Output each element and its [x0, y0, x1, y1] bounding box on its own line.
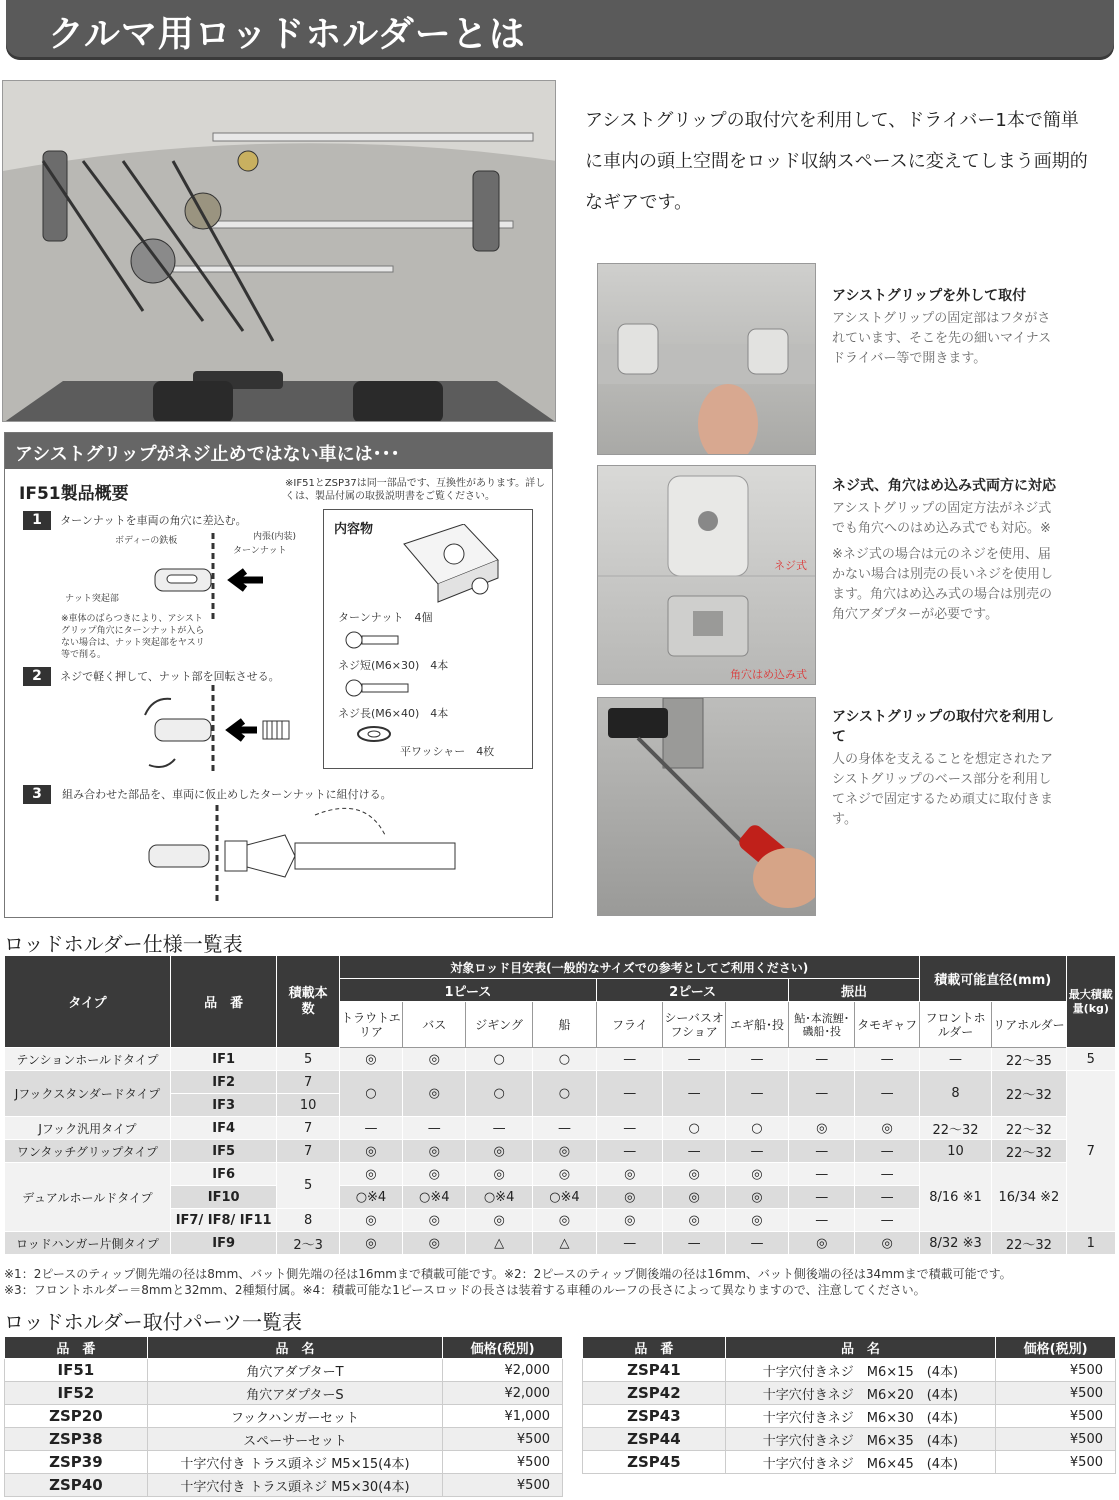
parts-row: IF51 角穴アダプターT ¥2,000	[5, 1359, 563, 1382]
content-item-3: ネジ長(M6×40) 4本	[338, 707, 449, 720]
spec-col-ayu: 鮎･本流鯉･磯船･投	[789, 1002, 855, 1048]
spec-row-if7: IF7/ IF8/ IF11 8 ◎ ◎ ◎ ◎ ◎ ◎ ◎ — —	[5, 1209, 1116, 1232]
spec-head-max: 最大積載量(kg)	[1066, 956, 1115, 1048]
spec-col-seabass: シーバスオフショア	[663, 1002, 725, 1048]
feature-3-body: 人の身体を支えることを想定されたアシストグリップのベース部分を利用してネジで固定するため頑丈に取付きます。	[832, 752, 1054, 827]
spec-head-furidashi: 振出	[789, 979, 920, 1002]
step-3-diagram	[135, 805, 465, 905]
step-3	[23, 783, 392, 804]
spec-col-front: フロントホルダー	[919, 1002, 991, 1048]
label-body-plate: ボディーの鉄板	[115, 536, 178, 546]
step-2	[23, 665, 280, 686]
feature-1	[832, 285, 1062, 369]
parts-title: ロッドホルダー取付パーツ一覧表	[4, 1310, 302, 1334]
spec-head-count: 積載本数	[277, 956, 339, 1048]
feature-1-body: アシストグリップの固定部はフタがされています、そこを先の細いマイナスドライバー等で開きます。	[832, 311, 1052, 366]
page-title: クルマ用ロッドホルダーとは	[48, 14, 526, 55]
feature-2-title: ネジ式、角穴はめ込み式両方に対応	[832, 478, 1056, 494]
step-3-text: 組み合わせた部品を、車両に仮止めしたターンナットに組付ける。	[62, 788, 392, 801]
feature-photo-remove-grip	[597, 263, 816, 455]
washer-icon	[354, 724, 394, 744]
spec-row-if1: テンションホールドタイプ IF1 5 ◎ ◎ ○ ○ — — — — — — 22～35 5	[5, 1048, 1116, 1071]
spec-col-fly: フライ	[597, 1002, 663, 1048]
spec-row-if6: デュアルホールドタイプ IF6 5 ◎ ◎ ◎ ◎ ◎ ◎ ◎ — — 8/16 ※1 16/34 ※2	[5, 1163, 1116, 1186]
if51-panel	[4, 432, 553, 918]
spec-col-rear: リアホルダー	[992, 1002, 1066, 1048]
content-item-2: ネジ短(M6×30) 4本	[338, 659, 449, 672]
feature-1-title: アシストグリップを外して取付	[832, 288, 1027, 304]
if51-note: ※IF51とZSP37は同一部品です、互換性があります。詳しくは、製品付属の取扱説明書をご覧ください。	[285, 478, 546, 502]
spec-head-type: タイプ	[5, 956, 171, 1048]
feature-2-note: ※ネジ式の場合は元のネジを使用、届かない場合は別売の長いネジを使用します。角穴はめ込み式の場合は別売の角穴アダプターが必要です。	[832, 547, 1054, 622]
spec-head-one-piece: 1ピース	[339, 979, 596, 1002]
spec-title: ロッドホルダー仕様一覧表	[4, 932, 243, 956]
step-1-number: 1	[23, 511, 51, 530]
spec-row-if5: ワンタッチグリップタイプ IF5 7 ◎ ◎ ◎ ◎ — — — — — 10 22～32	[5, 1140, 1116, 1163]
spec-col-jigging: ジギング	[466, 1002, 532, 1048]
label-interior: 内張(内装)	[253, 532, 297, 542]
step-1	[23, 509, 247, 530]
spec-col-bass: バス	[403, 1002, 466, 1048]
intro-text: アシストグリップの取付穴を利用して、ドライバー1本で簡単に車内の頭上空間をロッド収納スペースに変えてしまう画期的なギアです。	[585, 110, 1088, 213]
contents-box	[323, 509, 533, 769]
car-interior-photo	[2, 80, 556, 422]
label-square-hole-type: 角穴はめ込み式	[730, 668, 807, 681]
parts-row: ZSP41 十字穴付きネジ M6×15 (4本) ¥500	[583, 1359, 1116, 1382]
parts-right-head-code: 品 番	[583, 1337, 726, 1359]
contents-title: 内容物	[334, 522, 374, 537]
label-nut-protrusion: ナット突起部	[65, 594, 119, 604]
step-2-number: 2	[23, 667, 51, 686]
spec-col-tamo: タモギャフ	[855, 1002, 919, 1048]
feature-3	[832, 706, 1062, 830]
step-3-number: 3	[23, 785, 51, 804]
parts-row: ZSP20 フックハンガーセット ¥1,000	[5, 1405, 563, 1428]
spec-col-trout: トラウトエリア	[339, 1002, 402, 1048]
parts-row: ZSP43 十字穴付きネジ M6×30 (4本) ¥500	[583, 1405, 1116, 1428]
feature-3-title: アシストグリップの取付穴を利用して	[832, 709, 1055, 745]
turnnut-icon	[394, 524, 504, 604]
content-item-1: ターンナット 4個	[338, 611, 433, 624]
spec-table	[4, 955, 1116, 1255]
spec-note-1: ※1：2ピースのティップ側先端の径は8mm、バット側先端の径は16mmまで積載可能です。※2：2ピースのティップ側後端の径は16mm、バット側後端の径は34mmまで積載可能です。	[4, 1267, 1012, 1281]
spec-row-if2: Jフックスタンダードタイプ IF2 7 ○ ◎ ○ ○ — — — — — 8 22～32 7	[5, 1071, 1116, 1094]
feature-photo-screw-type	[597, 465, 816, 685]
spec-col-boat: 船	[532, 1002, 596, 1048]
parts-row: ZSP38 スペーサーセット ¥500	[5, 1428, 563, 1451]
parts-row: ZSP42 十字穴付きネジ M6×20 (4本) ¥500	[583, 1382, 1116, 1405]
step-1-text: ターンナットを車両の角穴に差込む。	[60, 514, 247, 527]
feature-2-body: アシストグリップの固定方法がネジ式でも角穴へのはめ込み式でも対応。※	[832, 501, 1052, 536]
step-1-diagram	[145, 533, 265, 623]
label-screw-type: ネジ式	[774, 559, 807, 572]
spec-head-two-piece: 2ピース	[597, 979, 789, 1002]
parts-row: ZSP40 十字穴付き トラス頭ネジ M5×30(4本) ¥500	[5, 1474, 563, 1497]
parts-right-head-name: 品 名	[725, 1337, 995, 1359]
spec-note-2: ※3：フロントホルダー＝8mmと32mm、2種類付属。※4：積載可能な1ピースロッドの長さは装着する車種のルーフの長さによって異なりますので、注意してください。	[4, 1283, 926, 1297]
spec-head-target: 対象ロッド目安表(一般的なサイズでの参考としてご利用ください)	[339, 956, 919, 979]
parts-row: ZSP39 十字穴付き トラス頭ネジ M5×15(4本) ¥500	[5, 1451, 563, 1474]
parts-row: ZSP44 十字穴付きネジ M6×35 (4本) ¥500	[583, 1428, 1116, 1451]
label-turnnut: ターンナット	[233, 546, 287, 556]
feature-photo-screwdriver	[597, 697, 816, 916]
spec-row-if10: IF10 ○※4 ○※4 ○※4 ○※4 ◎ ◎ ◎ — —	[5, 1186, 1116, 1209]
parts-row: IF52 角穴アダプターS ¥2,000	[5, 1382, 563, 1405]
parts-row: ZSP45 十字穴付きネジ M6×45 (4本) ¥500	[583, 1451, 1116, 1474]
step-2-text: ネジで軽く押して、ナット部を回転させる。	[60, 670, 280, 683]
parts-left-head-price: 価格(税別)	[443, 1337, 563, 1359]
step-2-diagram	[135, 685, 305, 775]
spec-row-if4: Jフック汎用タイプ IF4 7 — — — — — ○ ○ ◎ ◎ 22～32 22～32	[5, 1117, 1116, 1140]
content-item-4: 平ワッシャー 4枚	[400, 745, 495, 758]
caution-text: ※車体のばらつきにより、アシストグリップ角穴にターンナットが入らない場合は、ナット突起部をヤスリ等で削る。	[61, 614, 205, 660]
spec-row-if3: IF3 10	[5, 1094, 1116, 1117]
parts-left-head-code: 品 番	[5, 1337, 148, 1359]
rod-holder-illustration	[3, 81, 556, 422]
spec-col-egi: エギ船･投	[725, 1002, 788, 1048]
spec-head-diameter: 積載可能直径(mm)	[919, 956, 1066, 1002]
spec-head-model: 品 番	[170, 956, 277, 1048]
screw-short-icon	[344, 630, 404, 650]
spec-notes	[4, 1266, 1116, 1298]
feature-2	[832, 475, 1062, 625]
if51-banner: アシストグリップがネジ止めではない車には･･･	[5, 433, 552, 469]
parts-left-head-name: 品 名	[147, 1337, 442, 1359]
if51-title: IF51製品概要	[19, 484, 129, 504]
parts-table-left	[4, 1336, 563, 1497]
parts-table-right	[582, 1336, 1116, 1474]
parts-right-head-price: 価格(税別)	[996, 1337, 1116, 1359]
spec-row-if9: ロッドハンガー片側タイプ IF9 2～3 ◎ ◎ △ △ — — — ◎ ◎ 8/32 ※3 22～32 1	[5, 1232, 1116, 1255]
screw-long-icon	[344, 678, 414, 698]
